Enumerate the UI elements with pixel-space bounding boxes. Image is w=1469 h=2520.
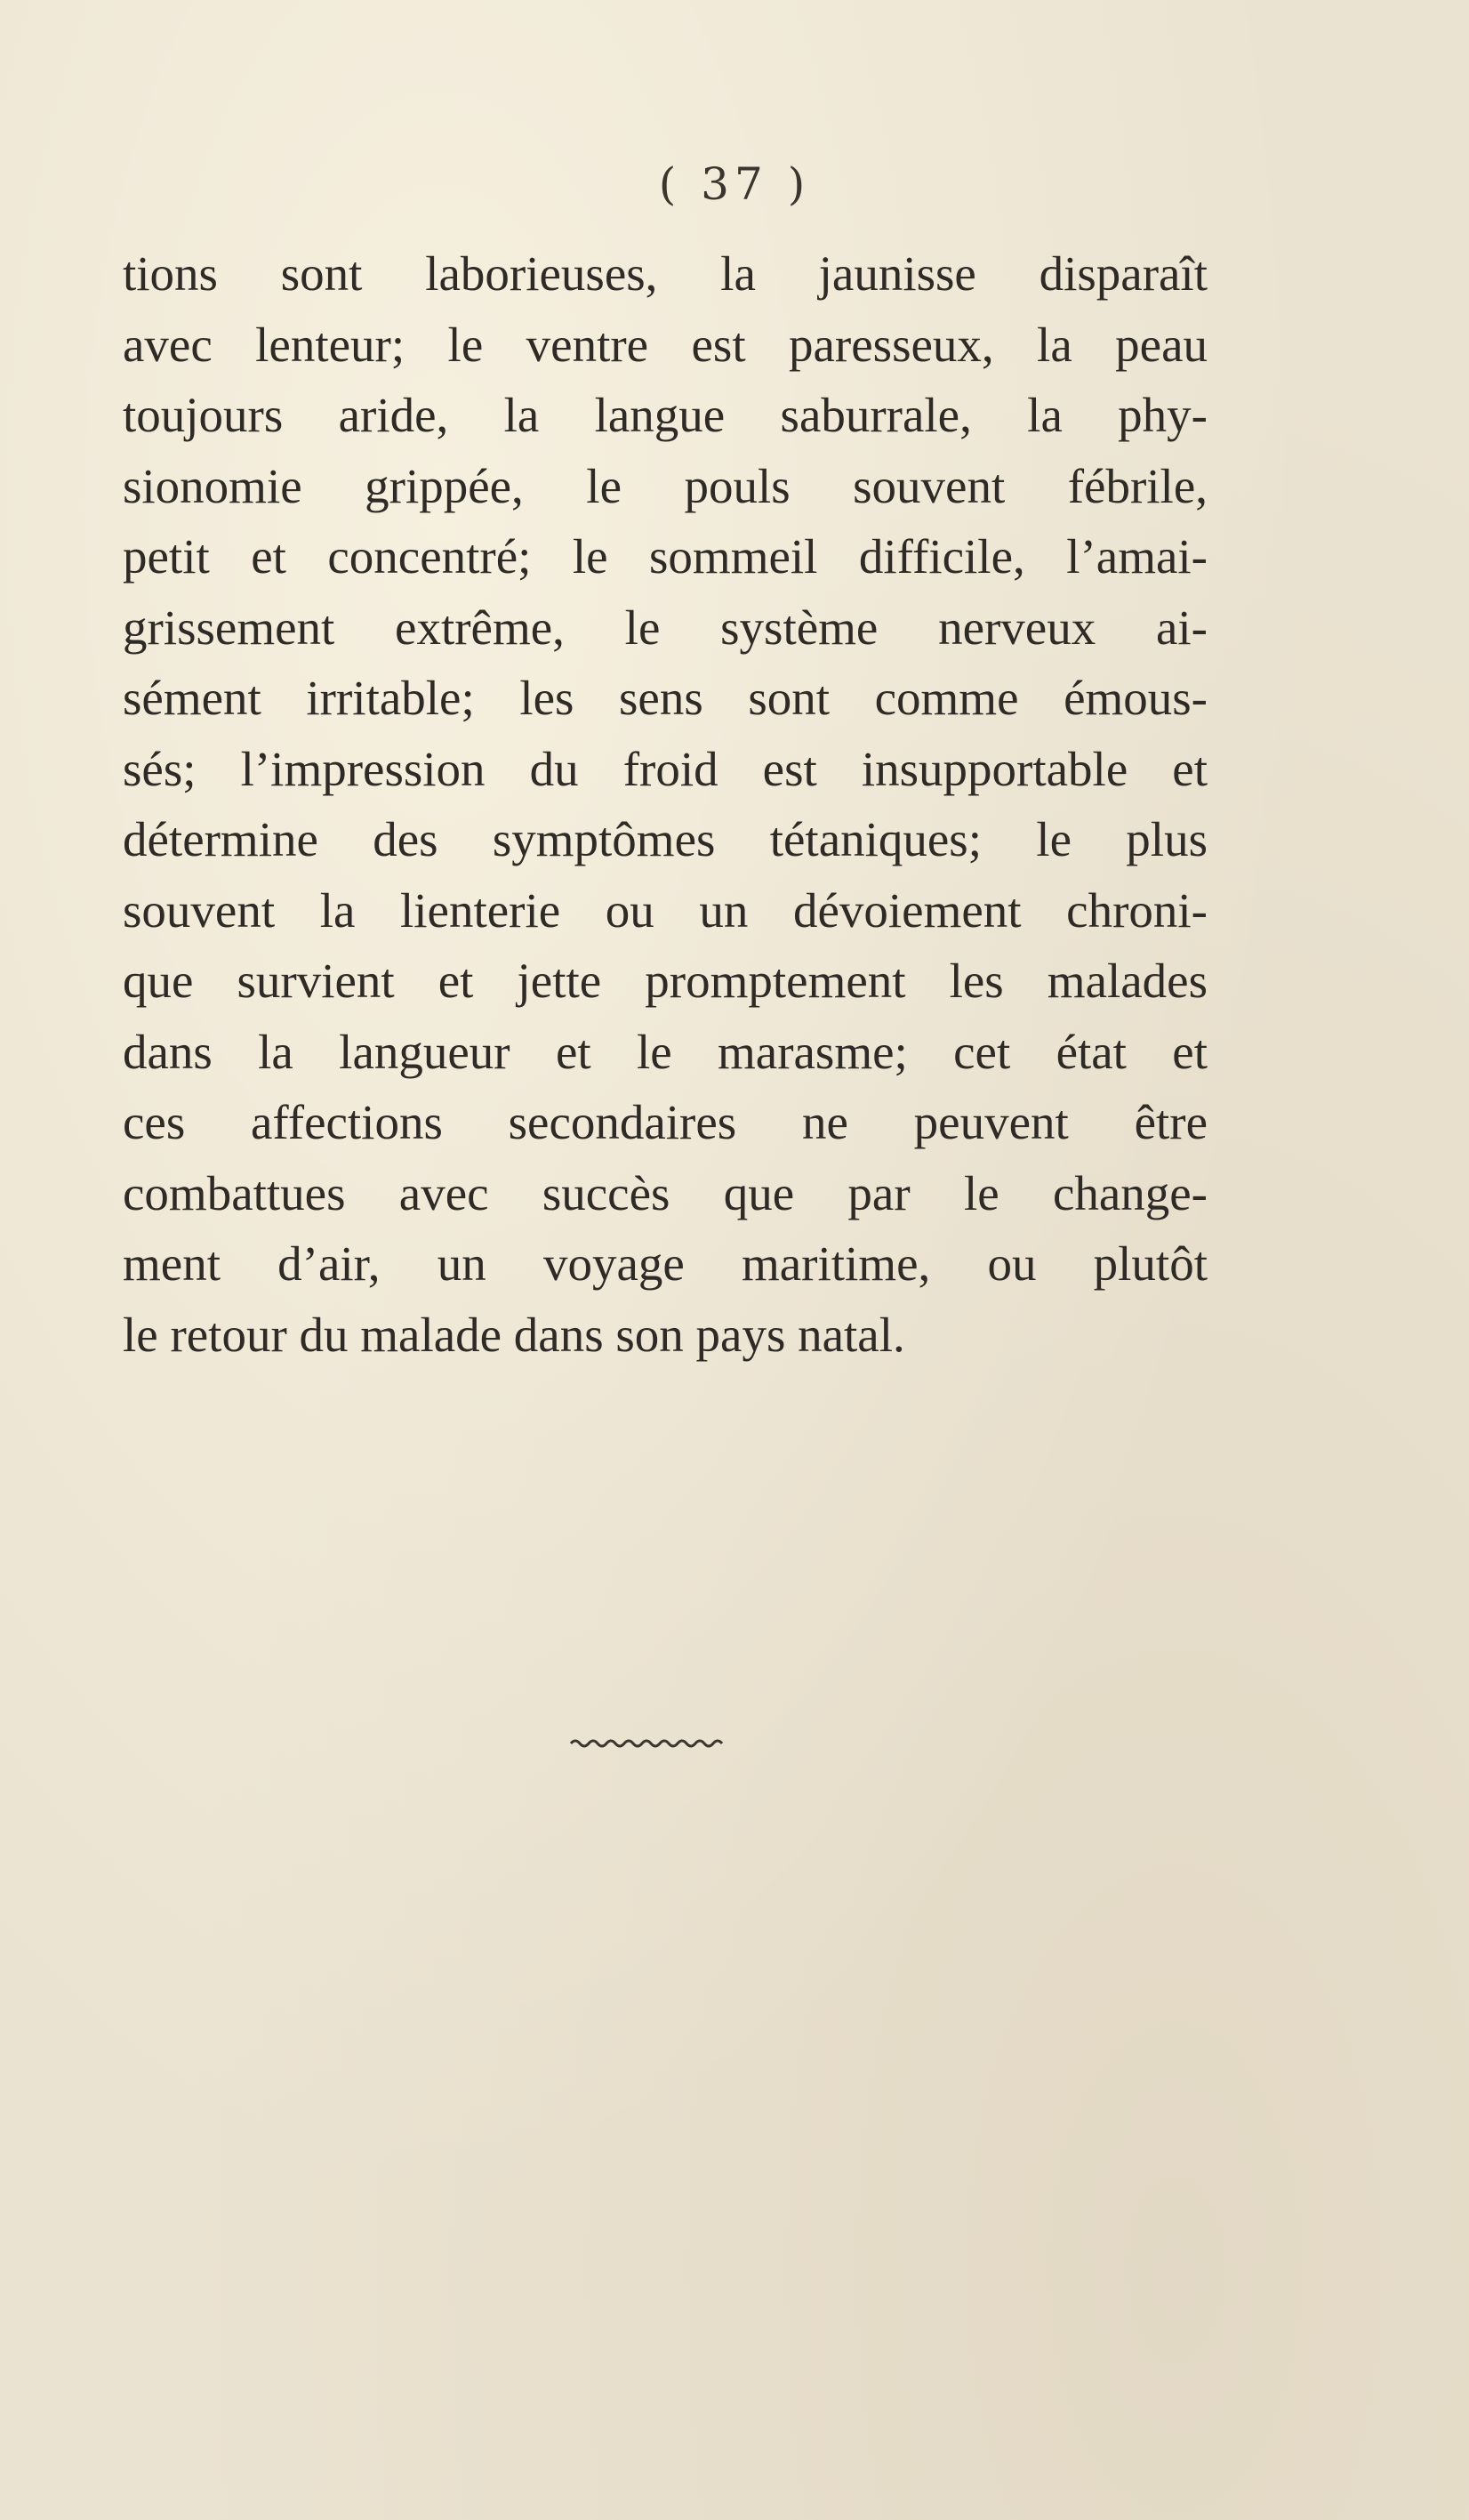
wavy-rule-ornament-icon: [569, 1735, 729, 1752]
text-line: ment d’air, un voyage maritime, ou plutôt: [123, 1236, 1208, 1291]
text-line: tions sont laborieuses, la jaunisse disparaît: [123, 246, 1208, 301]
text-line: sés; l’impression du froid est insupportable et: [123, 741, 1208, 796]
text-line: grissement extrême, le système nerveux ai-: [123, 600, 1208, 655]
text-line: sément irritable; les sens sont comme émous-: [123, 671, 1208, 725]
text-line: détermine des symptômes tétaniques; le plus: [123, 812, 1208, 866]
page-number: ( 37 ): [658, 158, 811, 210]
text-line: souvent la lienterie ou un dévoiement chroni-: [123, 882, 1208, 938]
text-line: ces affections secondaires ne peuvent être: [123, 1095, 1208, 1149]
text-line: le retour du malade dans son pays natal.: [123, 1307, 905, 1362]
text-line: que survient et jette promptement les malades: [123, 954, 1208, 1008]
text-line: dans la langueur et le marasme; cet état et: [123, 1024, 1208, 1079]
text-line: sionomie grippée, le pouls souvent fébrile,: [123, 458, 1208, 513]
text-line: petit et concentré; le sommeil difficile, l’amai-: [123, 529, 1208, 584]
text-line: toujours aride, la langue saburrale, la phy-: [123, 388, 1208, 442]
text-line: avec lenteur; le ventre est paresseux, la peau: [123, 317, 1208, 372]
body-text: [123, 238, 1208, 1370]
text-line: combattues avec succès que par le change-: [123, 1165, 1208, 1220]
